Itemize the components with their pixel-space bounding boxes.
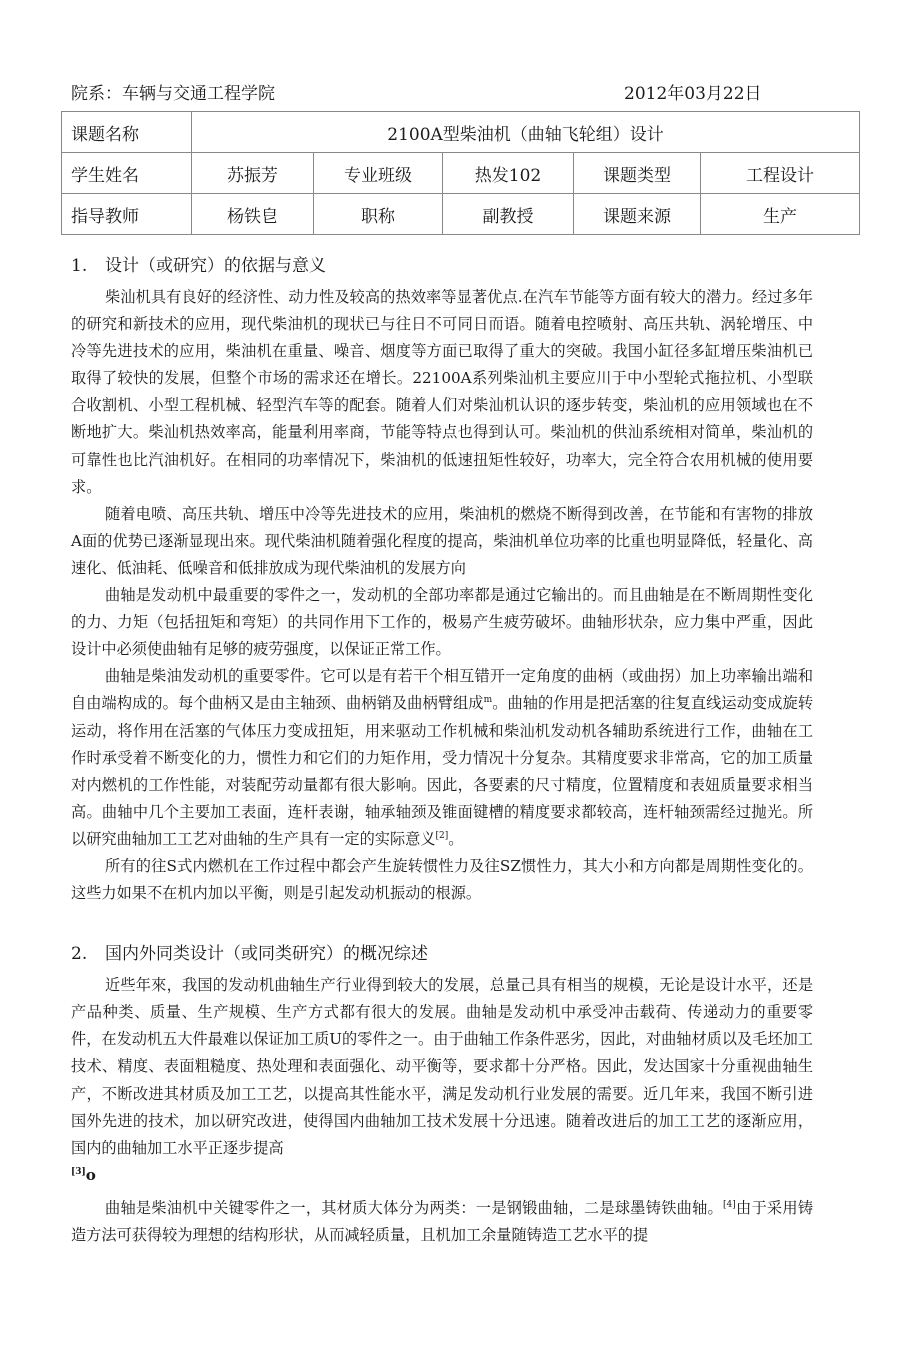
paragraph-text: 。曲轴的作用是把活塞的往复直线运动变成旋转运动，将作用在活塞的气体压力变成扭矩，用来驱动工作机械和柴汕机发动机各辅助系统进行工作，曲轴在工作时承受着不断变化的力，惯性力和它们的力矩作用，受力情况十分复杂。其精度要求非常高，它的加工质量对内燃机的工作性能，对装配劳动量都有很大影响。因此，各要素的尺寸精度，位置精度和表妞质量要求相当高。曲轴中几个主要加工表面，连杆表谢，轴承轴颈及锥面键槽的精度要求都较高，连杆轴颈需经过抛光。所以研究曲轴加工工艺对曲轴的生产具有一定的实际意义 — [71, 694, 814, 848]
title-label: 职称 — [314, 194, 443, 235]
paragraph-text: 。 — [448, 829, 464, 848]
source-label: 课题来源 — [574, 194, 701, 235]
section-2-paragraph-2 — [71, 1195, 813, 1249]
student-value: 苏振芳 — [192, 153, 314, 194]
table-row — [62, 153, 860, 194]
advisor-label: 指导教师 — [62, 194, 192, 235]
paragraph-text: 近些年來，我国的发动机曲轴生产行业得到较大的发展，总量己具有相当的规模，无论是设计水平，还是产品种类、质量、生产规模、生产方式都有很大的发展。曲轴是发动机中承受冲击载荷、传递动力的重要零件，在发动机五大件最难以保证加工质U的零件之一。由于曲轴工作条件恶劣，因此，对曲轴材质以及毛坯加工技术、精度、表面粗糙度、热处理和表面强化、动平衡等，要求都十分严格。因此，发达国家十分重视曲轴生产，不断改进其材质及加工工艺，以提高其性能水平，满足发动机行业发展的需要。近几年来，我国不断引进国外先进的技术，加以研究改进，使得国内曲轴加工技术发展十分迅速。随着改进后的加工工艺的逐渐应用，国内的曲轴加工水平正逐步提高 — [71, 976, 813, 1157]
topic-value: 2100A型柴油机（曲轴飞轮组）设计 — [192, 112, 860, 153]
type-value: 工程设计 — [701, 153, 860, 194]
source-value: 生产 — [701, 194, 860, 235]
section-1-paragraph-3: 曲轴是发动机中最重要的零件之一，发动机的全部功率都是通过它输出的。而且曲轴是在不断周期性变化的力、力矩（包括扭矩和弯矩）的共同作用下工作的，极易产生疲劳破坏。曲轴形状杂，应力集中严重，因此设计中必须使曲轴有足够的疲劳强度，以保证正常工作。 — [71, 586, 813, 659]
paragraph-text: 由于采用铸造方法可获得较为理想的结构形状，从而减轻质量，且机加工余量随铸造工艺水平的提 — [71, 1198, 814, 1244]
advisor-value: 杨铁皀 — [192, 194, 314, 235]
section-2-paragraph-1 — [71, 972, 813, 1189]
section-1-title: 设计（或研究）的依据与意义 — [105, 256, 326, 276]
major-value: 热发102 — [443, 153, 574, 194]
citation-ref: [4] — [723, 1199, 736, 1210]
project-info-table — [61, 111, 860, 235]
major-label: 专业班级 — [314, 153, 443, 194]
section-1-paragraph-2: 随着电喷、高压共轨、增压中冷等先进技术的应用，柴油机的燃烧不断得到改善，在节能和有害物的排放A面的优势已逐渐显现出來。现代柴油机随着强化程度的提高，柴油机单位功率的比重也明显降低，轻量化、高速化、低油耗、低噪音和低排放成为现代柴油机的发展方向 — [71, 504, 813, 577]
section-2-number: 2. — [71, 944, 88, 965]
section-1-paragraph-1: 柴汕机具有良好的经济性、动力性及较高的热效率等显著优点.在汽车节能等方面有较大的潜力。经过多年的研究和新技术的应用，现代柴油机的现状已与往日不可同日而语。随着电控喷射、高压共轨、涡轮增压、中冷等先进技术的应用，柴油机在重量、噪音、烟度等方面已取得了重大的突破。我国小缸径多缸增压柴油机已取得了较快的发展，但整个市场的需求还在增长。22100A系列柴汕机主要应川于中小型轮式拖拉机、小型联合收割机、小型工程机械、轻型汽车等的配套。随着人们对柴汕机认识的逐步转变，柴汕机的应用领域也在不断地扩大。柴汕机热效率高，能量利用率商，节能等特点也得到认可。柴汕机的供汕系统相对简单，柴汕机的可靠性也比汽油机好。在相同的功率情况下，柴油机的低速扭矩性较好，功率大，完全符合农用机械的使用要求。 — [71, 288, 813, 496]
section-1-paragraph-5: 所有的往S式内燃机在工作过程中都会产生旋转惯性力及往SZ惯性力，其大小和方向都是周期性变化的。这些力如果不在机内加以平衡，则是引起发动机振动的根源。 — [71, 856, 813, 903]
section-1-number: 1. — [71, 256, 88, 276]
title-value: 副教授 — [443, 194, 574, 235]
paragraph-text: 曲轴是柴油机中关键零件之一，其材质大体分为两类：一是钢锻曲轴，二是球墨铸铁曲轴。 — [105, 1198, 723, 1217]
student-label: 学生姓名 — [62, 153, 192, 194]
citation-ref: m — [483, 695, 493, 706]
date-label: 2012年03月22日 — [624, 84, 762, 104]
table-row — [62, 194, 860, 235]
citation-ref: [3] — [71, 1166, 86, 1177]
section-1-paragraph-4 — [71, 663, 813, 853]
paragraph-end-mark: o — [85, 1165, 96, 1184]
department-label: 院系：车辆与交通工程学院 — [71, 84, 275, 104]
document-body — [71, 248, 813, 1249]
document-header — [71, 79, 771, 107]
citation-ref: [2] — [435, 830, 449, 841]
section-spacer — [71, 907, 813, 936]
paragraph-text: 曲轴是柴油发动机的重要零件。它可以是有若干个相互错开一定角度的曲柄（或曲拐）加上功率输出端和自由端构成的。每个曲柄又是由主轴颈、曲柄销及曲柄臂组成 — [71, 667, 813, 713]
section-2-heading — [71, 936, 813, 972]
section-2-title: 国内外同类设计（或同类研究）的概况综述 — [105, 944, 428, 965]
table-row — [62, 112, 860, 153]
topic-label: 课题名称 — [62, 112, 192, 153]
type-label: 课题类型 — [574, 153, 701, 194]
section-1-heading — [71, 248, 813, 284]
